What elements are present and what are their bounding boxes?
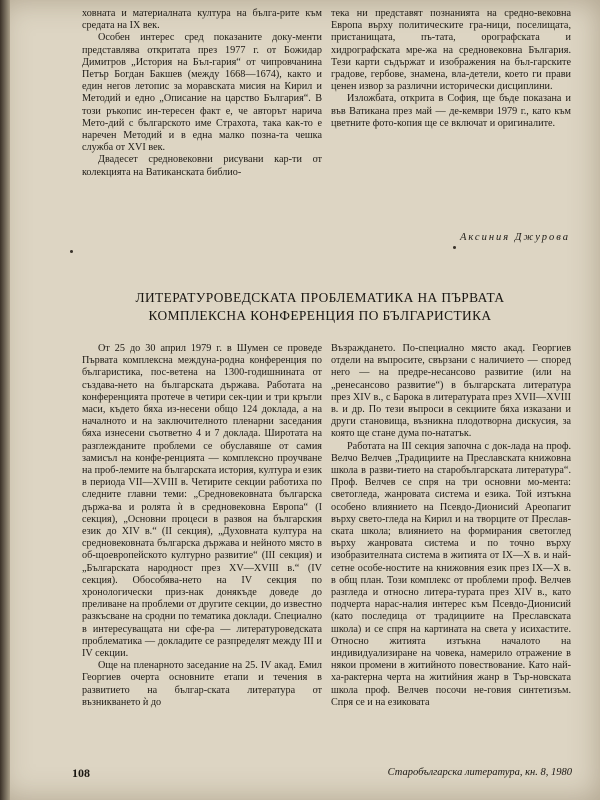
paragraph: Още на пленарното заседание на 25. IV акад. Емил Георгиев очерта основните етапи и течения в развитието на българ-ската литература от възникването ѝ до: [82, 660, 322, 708]
print-speck: [453, 246, 456, 249]
page-number: 108: [72, 766, 90, 780]
previous-article-left-column: [82, 8, 322, 179]
article-title: [70, 289, 570, 325]
article-title-line: ЛИТЕРАТУРОВЕДСКАТА ПРОБЛЕМАТИКА НА ПЪРВАТА: [135, 290, 505, 305]
article-left-column: [82, 343, 322, 709]
running-footer-journal: Старобългарска литература, кн. 8, 1980: [387, 767, 572, 778]
article-right-column: [331, 343, 571, 709]
paragraph: От 25 до 30 април 1979 г. в Шумен се проведе Първата комплексна междуна-родна конференция по българистика, пос-ветена на 1300-годишнината от създава-нето на българската държава. Работата на конференцията протече в четири сек-ции и три кръгли маси, където бяха из-несени общо 124 доклада, а на началното и на заключителното пленарни заседания бяха изнесени съответно 4 и 7 доклада. Широтата на разглежданите проблеми се обуславяше от самия замисъл на конфе-ренцията — комплексно проучване на проб-лемите на българската история, култура и език в периода VII—XVIII в. Четирите секции работиха по следните главни теми: „Средновековната българска държа-ва и ролята ѝ в средновековна Европа“ (I секция), „Основни процеси в развоя на българския език до XIV в.“ (II секция), „Духовната култура на средновековната българска държава и нейното място в об-щоевропейското културно развитие“ (III секция) и „Българската народност през XV—XVIII в.“ (IV секция). Обособява-нето на IV секция по хронологически приз-нак донякъде доведе до преливане на проблеми от другите секции, до известно разкъсване на сродни по тематика доклади. Специално в интересуващата ни сфе-ра — литературоведската проблематика — докладите се разпределят между III и IV секции.: [82, 343, 322, 660]
paragraph: Изложбата, открита в София, ще бъде показана и във Ватикана през май — де-кември 1979 г., като към цветните фото-копия ще се включат и оригиналите.: [331, 93, 571, 129]
paragraph: Възраждането. По-специално място акад. Георгиев отдели на въпросите, свързани с наличието — според него — на предре-несансово развитие (или на „ренесансово развитие“) в българската литература през XIV в., с Барока в литературата през XVII—XVIII в. и др. По тези въпроси в секциите бяха изказани и други становища, възникна плодотворна дискусия, за която ще стане дума по-нататък.: [331, 343, 571, 440]
book-spine-shadow: [0, 0, 10, 800]
paragraph: Особен интерес сред показаните доку-менти представлява откритата през 1977 г. от Божидар Димитров „История на Бъл-гария“ от чипровчанина Петър Богдан Бакшев (между 1668—1674), както и един негов летопис за моравската мисия на Кирил и Методий и едно „Описание на царство България“. В този ръкопис ин-тересен факт е, че авторът нарича Мето-дий с българското име Страхота, така как-то е наречен Методий и в една малко позна-та чешка служба от XVI век.: [82, 32, 322, 154]
paragraph: тека ни представят познанията на средно-вековна Европа върху политическите гра-ници, поселищата, пристанищата, пъ-тата, орографската и хидрографската мре-жа на средновековна България. Тези карти съдържат и изображения на бъл-гарските градове, гербове, знамена, вла-детели, което ги прави ценен извор за различни исторически дисциплини.: [331, 8, 571, 93]
paragraph: Работата на III секция започна с док-лада на проф. Велчо Велчев „Традициите на Преславската книжовна школа в разви-тието на старобългарската литература“. Проф. Велчев се спря на три основни мо-мента: светогледа, жанровата система и езика. Той изтъкна особено влиянието на Псевдо-Дионисий Ареопагит върху свето-гледа на Кирил и на творците от Преслав-ската школа; влиянието на формирания светоглед върху жанровата система и по точно върху изобразителната система в житията от IX—X в. и най-сетне особе-ностите на книжовния език през IX—X в. в общ план. Този комплекс от проблеми проф. Велчев разгледа и относно литера-турата през XIV в., като подчерта нарас-налия интерес към Псевдо-Дионисий (като последица от традициите на Преславската школа) и се спря на картината на света у исихастите. Относно житията изтъкна началото на индивидуализиране на човека, намерило отражение в някои промени в житийното повествование. Като най-ха-рактерна черта на житийния жанр в Тър-новската школа проф. Велчев посочи не-говия синтетизъм. Спря се и на езиковата: [331, 440, 571, 708]
paragraph: Двадесет средновековни рисувани кар-ти от колекцията на Ватиканската библио-: [82, 154, 322, 178]
author-signature: Аксиния Джурова: [459, 232, 570, 243]
paragraph: ховната и материалната култура на бълга-рите към средата на IX век.: [82, 8, 322, 32]
print-speck: [70, 250, 73, 253]
article-title-line: КОМПЛЕКСНА КОНФЕРЕНЦИЯ ПО БЪЛГАРИСТИКА: [148, 308, 492, 323]
previous-article-right-column: [331, 8, 571, 130]
